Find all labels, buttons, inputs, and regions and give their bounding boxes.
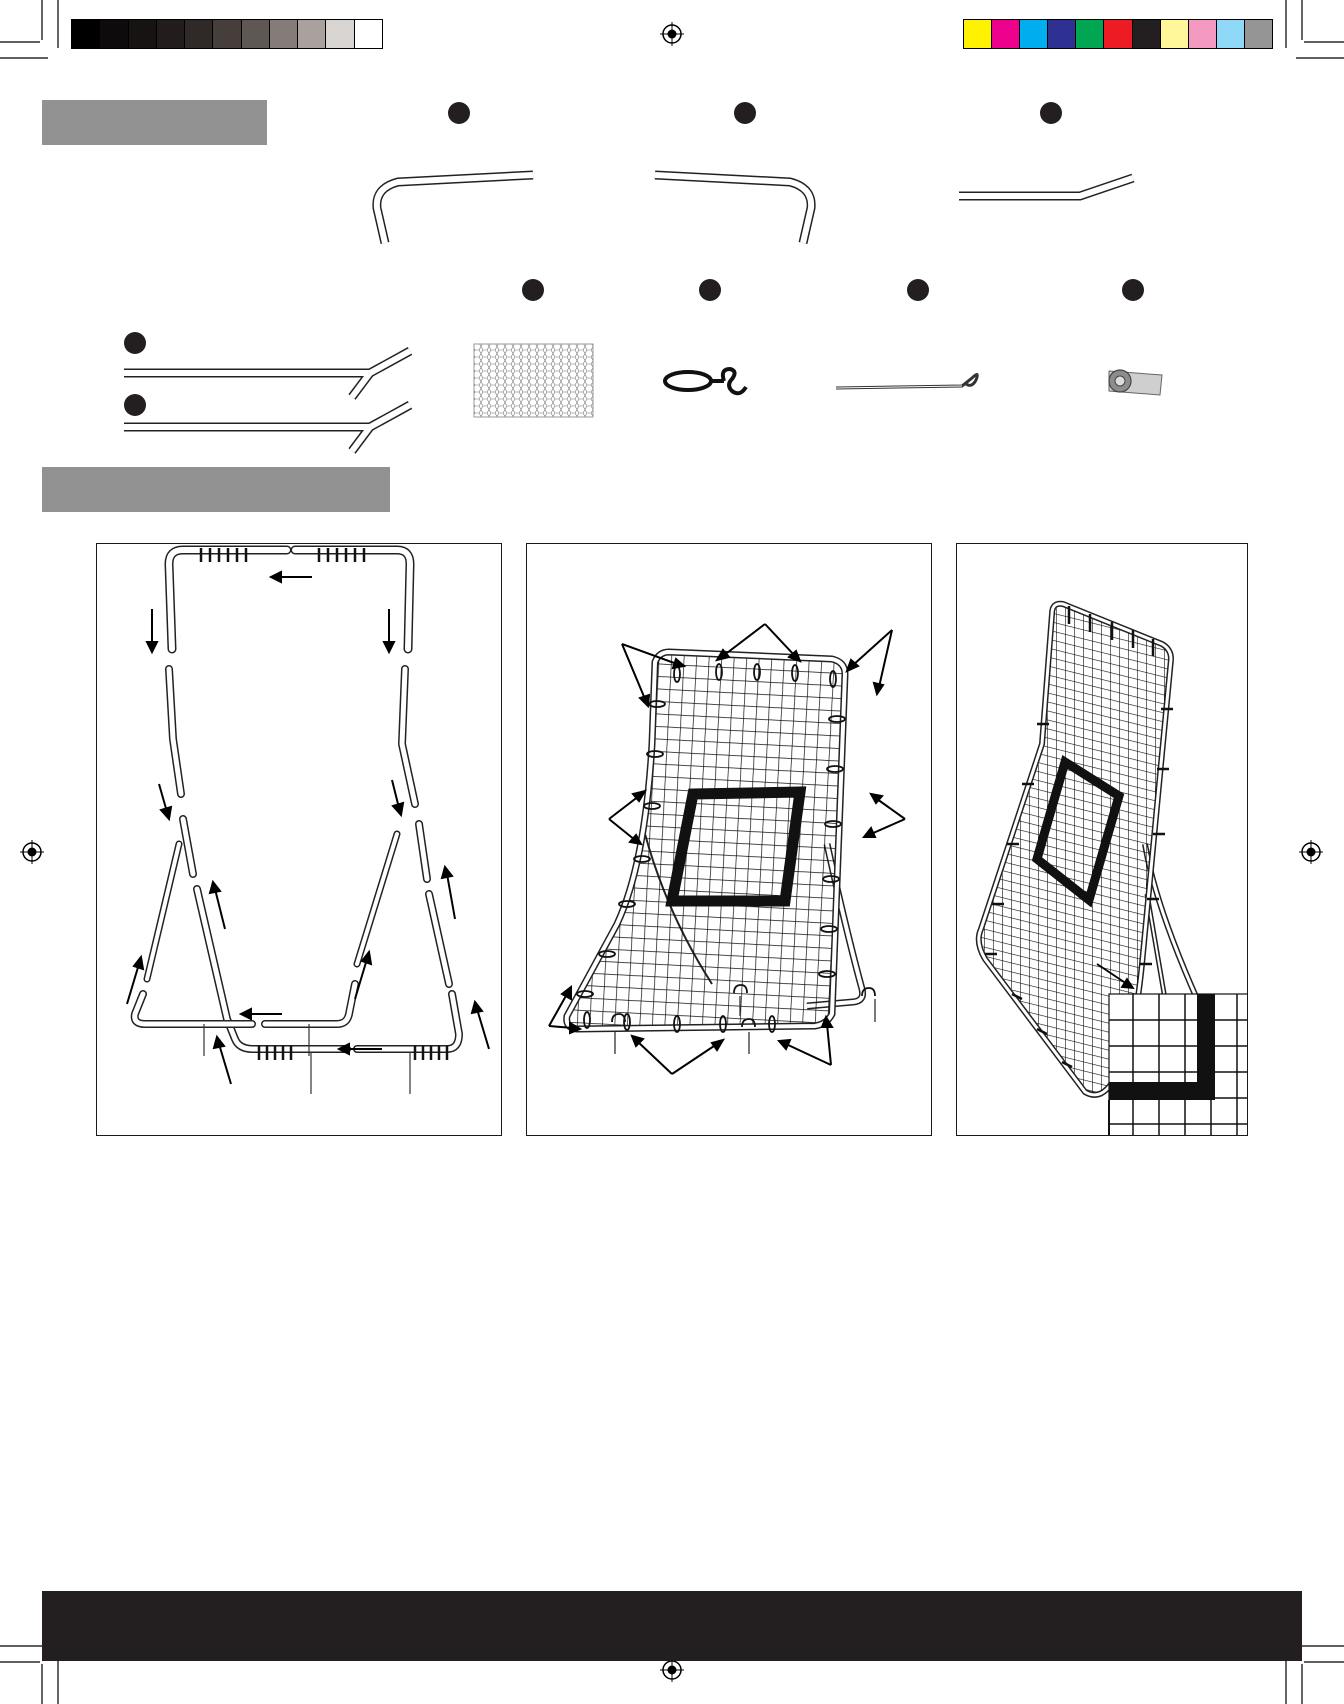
target-tape-icon [1106,365,1166,401]
part-marker [1122,279,1144,301]
step-panel [96,543,502,1136]
color-swatch [1048,20,1076,48]
color-swatch [129,20,157,48]
color-swatch [326,20,354,48]
step-panel [526,543,932,1136]
parts-section-header [42,100,267,145]
top-left-frame-tube-icon [370,168,540,248]
color-swatch [355,20,382,48]
registration-mark-icon [660,22,684,46]
leg-tube-icon [122,399,412,459]
registration-mark-icon [20,840,44,864]
color-swatch [298,20,326,48]
registration-mark-icon [660,1658,684,1682]
color-swatch [100,20,128,48]
net-attachment-diagram [527,544,932,1136]
leg-tube-icon [122,345,412,405]
color-swatch [157,20,185,48]
color-swatch [242,20,270,48]
footer-band [42,1591,1302,1661]
assembly-section-header [42,467,390,512]
registration-mark-icon [1299,840,1323,864]
color-swatch [1104,20,1132,48]
net-detail-inset [1109,994,1248,1136]
part-marker [448,102,470,124]
color-swatch [1245,20,1272,48]
part-marker [522,279,544,301]
part-marker [907,279,929,301]
color-swatch [1217,20,1245,48]
color-swatch [992,20,1020,48]
color-swatch [1161,20,1189,48]
frame-assembly-diagram [97,544,502,1136]
step-panel [956,543,1248,1136]
color-swatch [72,20,100,48]
color-swatch [185,20,213,48]
bungee-cord-icon [662,365,762,405]
part-marker [699,279,721,301]
color-swatch [270,20,298,48]
part-marker [1040,102,1062,124]
grayscale-color-bar [71,19,383,49]
process-color-bar [963,19,1273,49]
bent-middle-tube-icon [955,168,1135,208]
color-swatch [1189,20,1217,48]
color-swatch [964,20,992,48]
top-right-frame-tube-icon [650,168,820,248]
color-swatch [1133,20,1161,48]
color-swatch [1020,20,1048,48]
net-icon [473,343,595,419]
color-swatch [1076,20,1104,48]
ground-stake-icon [834,366,984,396]
color-swatch [213,20,241,48]
finished-rebounder-diagram [957,544,1248,1136]
part-marker [734,102,756,124]
